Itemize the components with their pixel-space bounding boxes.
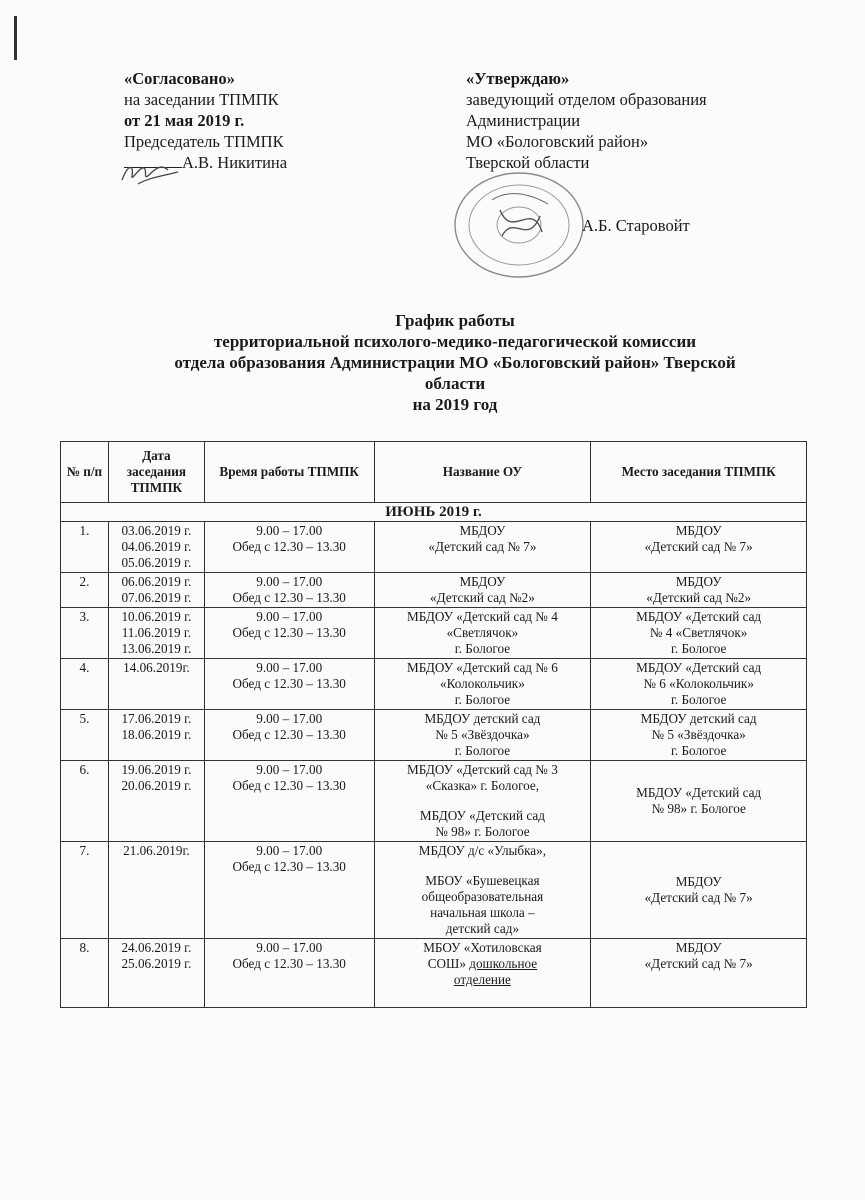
row-time bbox=[204, 761, 374, 842]
title-line-4: области bbox=[424, 374, 486, 393]
table-row bbox=[61, 522, 807, 573]
month-row bbox=[61, 503, 807, 522]
row-dates bbox=[108, 710, 204, 761]
row-num: 4. bbox=[61, 659, 109, 710]
official-stamp bbox=[452, 170, 587, 280]
row-time bbox=[204, 939, 374, 1008]
date-text: 11.06.2019 г. bbox=[121, 625, 192, 640]
date-text: 13.06.2019 г. bbox=[121, 641, 192, 656]
date-text: 19.06.2019 г. bbox=[121, 762, 192, 777]
row-num: 5. bbox=[61, 710, 109, 761]
row-num: 2. bbox=[61, 573, 109, 608]
row-place bbox=[591, 608, 807, 659]
row-org bbox=[374, 608, 591, 659]
title-line-2: территориальной психолого-медико-педагогической комиссии bbox=[213, 332, 697, 351]
table-row bbox=[61, 608, 807, 659]
org-text: МБДОУ «Детский сад № 3 bbox=[407, 762, 558, 777]
date-text: 20.06.2019 г. bbox=[121, 778, 192, 793]
time-text: 9.00 – 17.00 bbox=[256, 660, 323, 675]
handwritten-signature-left bbox=[118, 158, 188, 188]
table-row bbox=[61, 939, 807, 1008]
header-date: Дата заседания ТПМПК bbox=[108, 442, 204, 503]
row-place bbox=[591, 659, 807, 710]
row-org bbox=[374, 842, 591, 939]
org-text: МБДОУ «Детский сад bbox=[419, 808, 545, 823]
row-org bbox=[374, 710, 591, 761]
time-text: 9.00 – 17.00 bbox=[256, 609, 323, 624]
approve-line-3: МО «Бологовский район» bbox=[466, 132, 649, 151]
row-num: 1. bbox=[61, 522, 109, 573]
row-num: 7. bbox=[61, 842, 109, 939]
row-place bbox=[591, 939, 807, 1008]
time-text: 9.00 – 17.00 bbox=[256, 762, 323, 777]
approve-line-4: Тверской области bbox=[466, 153, 590, 172]
header-org: Название ОУ bbox=[374, 442, 591, 503]
row-num: 3. bbox=[61, 608, 109, 659]
row-place bbox=[591, 710, 807, 761]
org-text: СОШ» bbox=[427, 956, 466, 971]
agreed-heading: «Согласовано» bbox=[124, 69, 235, 88]
org-text: МБДОУ bbox=[459, 574, 506, 589]
time-text: 9.00 – 17.00 bbox=[256, 940, 323, 955]
row-time bbox=[204, 710, 374, 761]
row-place bbox=[591, 842, 807, 939]
row-dates bbox=[108, 608, 204, 659]
org-text: начальная школа – bbox=[430, 905, 535, 920]
row-dates bbox=[108, 842, 204, 939]
row-dates bbox=[108, 939, 204, 1008]
agreed-line-1: на заседании ТПМПК bbox=[124, 90, 279, 109]
header-place: Место заседания ТПМПК bbox=[591, 442, 807, 503]
approve-line-2: Администрации bbox=[466, 111, 581, 130]
place-text: № 4 «Светлячок» bbox=[649, 625, 748, 640]
date-text: 06.06.2019 г. bbox=[121, 574, 192, 589]
place-text: МБДОУ bbox=[675, 574, 722, 589]
row-time bbox=[204, 522, 374, 573]
approve-heading: «Утверждаю» bbox=[466, 69, 570, 88]
date-text: 03.06.2019 г. bbox=[121, 523, 192, 538]
lunch-text: Обед с 12.30 – 13.30 bbox=[232, 778, 346, 793]
lunch-text: Обед с 12.30 – 13.30 bbox=[232, 956, 346, 971]
lunch-text: Обед с 12.30 – 13.30 bbox=[232, 676, 346, 691]
table-row bbox=[61, 659, 807, 710]
place-text: МБДОУ «Детский сад bbox=[636, 785, 762, 800]
row-org bbox=[374, 659, 591, 710]
agreed-signer: А.В. Никитина bbox=[182, 153, 288, 172]
row-org bbox=[374, 761, 591, 842]
date-text: 10.06.2019 г. bbox=[121, 609, 192, 624]
date-text: 17.06.2019 г. bbox=[121, 711, 192, 726]
org-text: № 5 «Звёздочка» bbox=[435, 727, 530, 742]
lunch-text: Обед с 12.30 – 13.30 bbox=[232, 539, 346, 554]
place-text: МБДОУ bbox=[675, 523, 722, 538]
scan-edge-mark bbox=[14, 16, 17, 60]
row-place bbox=[591, 573, 807, 608]
org-text: МБДОУ д/с «Улыбка», bbox=[418, 843, 547, 858]
place-text: г. Бологое bbox=[670, 692, 727, 707]
row-place bbox=[591, 761, 807, 842]
org-text: МБДОУ «Детский сад № 6 bbox=[407, 660, 558, 675]
month-label: ИЮНЬ 2019 г. bbox=[61, 503, 807, 522]
place-text: «Детский сад №2» bbox=[646, 590, 752, 605]
title-line-3: отдела образования Администрации МО «Бологовский район» Тверской bbox=[174, 353, 736, 372]
date-text: 04.06.2019 г. bbox=[121, 539, 192, 554]
place-text: МБДОУ «Детский сад bbox=[636, 609, 762, 624]
date-text: 18.06.2019 г. bbox=[121, 727, 192, 742]
row-dates bbox=[108, 522, 204, 573]
lunch-text: Обед с 12.30 – 13.30 bbox=[232, 727, 346, 742]
place-text: «Детский сад № 7» bbox=[644, 956, 753, 971]
org-text: «Сказка» г. Бологое, bbox=[425, 778, 540, 793]
row-place bbox=[591, 522, 807, 573]
lunch-text: Обед с 12.30 – 13.30 bbox=[232, 625, 346, 640]
place-text: МБДОУ детский сад bbox=[640, 711, 757, 726]
table-row bbox=[61, 842, 807, 939]
approve-signer: А.Б. Старовойт bbox=[582, 216, 690, 235]
place-text: «Детский сад № 7» bbox=[644, 890, 753, 905]
time-text: 9.00 – 17.00 bbox=[256, 843, 323, 858]
org-text: г. Бологое bbox=[454, 641, 511, 656]
title-line-1: График работы bbox=[395, 311, 515, 330]
lunch-text: Обед с 12.30 – 13.30 bbox=[232, 859, 346, 874]
row-dates bbox=[108, 659, 204, 710]
document-title bbox=[90, 310, 820, 415]
date-text: 07.06.2019 г. bbox=[121, 590, 192, 605]
place-text: МБДОУ bbox=[675, 874, 722, 889]
place-text: г. Бологое bbox=[670, 743, 727, 758]
org-text: № 98» г. Бологое bbox=[435, 824, 530, 839]
row-org bbox=[374, 939, 591, 1008]
time-text: 9.00 – 17.00 bbox=[256, 711, 323, 726]
approval-approve-block bbox=[466, 68, 707, 173]
org-text: общеобразовательная bbox=[421, 889, 544, 904]
table-header-row bbox=[61, 442, 807, 503]
agreed-line-3: Председатель ТПМПК bbox=[124, 132, 284, 151]
place-text: № 5 «Звёздочка» bbox=[651, 727, 746, 742]
time-text: 9.00 – 17.00 bbox=[256, 574, 323, 589]
date-text: 05.06.2019 г. bbox=[121, 555, 192, 570]
row-dates bbox=[108, 573, 204, 608]
org-text: МБОУ «Бушевецкая bbox=[425, 873, 540, 888]
org-text: детский сад» bbox=[445, 921, 520, 936]
org-text: «Детский сад № 7» bbox=[428, 539, 537, 554]
row-dates bbox=[108, 761, 204, 842]
org-text: «Детский сад №2» bbox=[430, 590, 535, 605]
header-num: № п/п bbox=[61, 442, 109, 503]
row-time bbox=[204, 608, 374, 659]
date-text: 24.06.2019 г. bbox=[121, 940, 192, 955]
row-num: 8. bbox=[61, 939, 109, 1008]
time-text: 9.00 – 17.00 bbox=[256, 523, 323, 538]
row-time bbox=[204, 573, 374, 608]
org-underlined-text: отделение bbox=[453, 972, 511, 987]
org-text: «Светлячок» bbox=[446, 625, 519, 640]
org-text: МБДОУ детский сад bbox=[424, 711, 541, 726]
org-text: г. Бологое bbox=[454, 692, 511, 707]
agreed-date: от 21 мая 2019 г. bbox=[124, 111, 245, 130]
place-text: «Детский сад № 7» bbox=[644, 539, 753, 554]
spacer bbox=[377, 859, 589, 873]
org-underlined-text: дошкольное bbox=[469, 956, 538, 971]
place-text: МБДОУ bbox=[675, 940, 722, 955]
place-text: № 98» г. Бологое bbox=[651, 801, 746, 816]
place-text: № 6 «Колокольчик» bbox=[643, 676, 754, 691]
org-text: «Колокольчик» bbox=[440, 676, 525, 691]
org-text: МБДОУ bbox=[459, 523, 506, 538]
place-text: МБДОУ «Детский сад bbox=[636, 660, 762, 675]
table-row bbox=[61, 761, 807, 842]
table-row bbox=[61, 710, 807, 761]
org-text: МБДОУ «Детский сад № 4 bbox=[407, 609, 558, 624]
place-text: г. Бологое bbox=[670, 641, 727, 656]
date-text: 14.06.2019г. bbox=[123, 660, 190, 675]
header-time: Время работы ТПМПК bbox=[204, 442, 374, 503]
row-num: 6. bbox=[61, 761, 109, 842]
approve-line-1: заведующий отделом образования bbox=[466, 90, 707, 109]
row-time bbox=[204, 842, 374, 939]
spacer bbox=[377, 794, 589, 808]
date-text: 25.06.2019 г. bbox=[121, 956, 192, 971]
org-line-mixed bbox=[377, 956, 589, 972]
row-org bbox=[374, 522, 591, 573]
org-text: г. Бологое bbox=[454, 743, 511, 758]
title-line-5: на 2019 год bbox=[412, 395, 498, 414]
row-org bbox=[374, 573, 591, 608]
table-row bbox=[61, 573, 807, 608]
date-text: 21.06.2019г. bbox=[123, 843, 190, 858]
schedule-table bbox=[60, 441, 807, 1008]
row-time bbox=[204, 659, 374, 710]
lunch-text: Обед с 12.30 – 13.30 bbox=[232, 590, 346, 605]
org-text: МБОУ «Хотиловская bbox=[423, 940, 542, 955]
